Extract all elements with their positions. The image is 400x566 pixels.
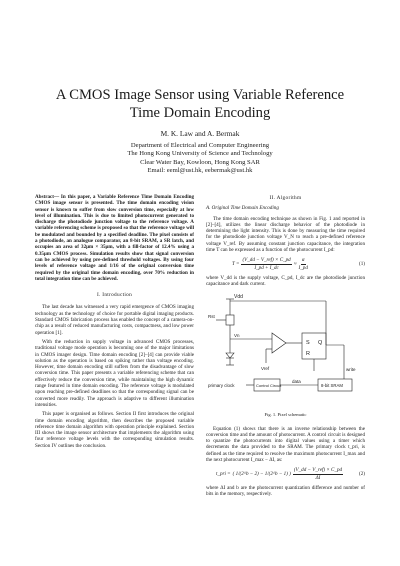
- pixel-schematic: [206, 291, 365, 415]
- affiliation-email: Email: eeml@ust.hk, eebermak@ust.hk: [147, 167, 253, 175]
- eq1-approx: ≈: [293, 261, 297, 268]
- right-column: [206, 194, 365, 498]
- author-names: M. K. Law and A. Bermak: [160, 129, 240, 138]
- label-vn: Vn: [234, 332, 240, 338]
- label-write: write: [346, 366, 356, 372]
- equation-number: (2): [359, 470, 365, 477]
- label-r: R: [306, 350, 310, 357]
- eq1-numerator-approx: α: [301, 257, 305, 264]
- label-data: data: [292, 378, 301, 384]
- label-control-circuit: Control Circuit: [256, 382, 282, 388]
- label-rst: Rst: [208, 313, 215, 319]
- eq2-bracket: ( 1/(2^b − 2) − 1/(2^b − 1) ): [232, 470, 291, 477]
- figure-1: [206, 288, 365, 420]
- body-paragraph: The last decade has witnessed a very rapid emergence of CMOS imaging technology as the technology of choice for portable digital imaging products. Standard CMOS fabrication process has enabled the concept of a camera-on-chip as a result of reduced manufacturing costs, compactness, and low power operation [1].: [35, 304, 194, 336]
- eq2-lhs: t_pri =: [216, 470, 231, 477]
- equation-2: [206, 467, 365, 481]
- affiliation-line: Clear Water Bay, Kowloon, Hong Kong SAR: [140, 158, 260, 166]
- label-vdd: Vdd: [234, 293, 243, 300]
- equation-1: [206, 257, 365, 271]
- left-column: [35, 194, 194, 449]
- eq2-numerator: (V_dd − V_ref) × C_pd: [293, 467, 343, 474]
- eq1-fraction: [241, 257, 291, 271]
- eq1-lhs: T =: [232, 261, 240, 268]
- affiliation-line: The Hong Kong University of Science and Technology: [127, 150, 273, 158]
- eq1-fraction-approx: [299, 257, 308, 271]
- label-q: Q: [318, 339, 323, 346]
- author-block: [40, 130, 360, 176]
- body-paragraph: where V_dd is the supply voltage, C_pd, I_dc are the photodiode junction capacitance and dark current.: [206, 274, 365, 288]
- eq1-denominator-approx: I_pd: [298, 264, 308, 271]
- body-paragraph: where ΔI and b are the photocurrent quantization difference and number of bits in the memory, respectively.: [206, 484, 365, 498]
- label-primary-clock: primary clock: [208, 382, 235, 388]
- body-paragraph: The time domain encoding technique as shown in Fig. 1 and reported in [2]–[4], utilizes the linear discharge behavior of the photodiode in determining the light intensity. This is done by measuring the time required for the photodiode junction voltage V_N to reach a pre-defined reference voltage V_ref. By assuming constant junction capacitance, the integration time T can be expressed as a function of the photocurrent I_pd:: [206, 215, 365, 254]
- label-vref: Vref: [261, 365, 270, 371]
- eq1-numerator: (V_dd − V_ref) × C_pd: [242, 257, 291, 264]
- eq2-fraction: [293, 467, 343, 481]
- section-heading: I. Introduction: [96, 292, 133, 299]
- body-paragraph: With the reduction in supply voltage in advanced CMOS processes, traditional voltage mode operation is becoming one of the major limitations in CMOS imager design. Time domain encoding [2]–[4] can provide viable solution as the operation is based on spiking rather than voltage encoding. However, time domain encoding still suffers from the disadvantage of slow conversion time. This paper presents a variable referencing scheme that can effectively reduce the conversion time, while maintaining the high dynamic range featured in time domain encoding. The reference voltage is modulated upon reaching pre-defined deadlines so that the corresponding signal can be converted more readily. The approach is adaptive to different illumination intensities.: [35, 338, 194, 408]
- body-paragraph: Equation (1) shows that there is an inverse relationship between the conversion time and the amount of photocurrent. A control circuit is designed to quantize the photocurrents into digital values using a timer which decrements the data provided to the SRAM. The primary clock t_pri, is defined as the time required to resolve the maximum photocurrent I_max and the next photocurrent I_max − ΔI, as:: [206, 425, 365, 464]
- label-s: S: [306, 339, 310, 346]
- section-heading: II. Algorithm: [269, 195, 302, 201]
- eq2-denominator: ΔI: [315, 474, 321, 481]
- body-paragraph: This paper is organised as follows. Section II first introduces the original time domain encoding algorithm, then describes the proposed variable reference time domain algorithm with operation principle explained. Section III shows the image sensor architecture that implements the algorithm using four reference voltage levels with the corresponding simulation results. Section IV outlines the conclusion.: [35, 411, 194, 449]
- eq1-denominator: I_pd + I_dc: [254, 264, 279, 271]
- paper-title: A CMOS Image Sensor using Variable Reference Time Domain Encoding: [55, 87, 345, 121]
- label-sram: 8-bit SRAM: [321, 382, 343, 388]
- affiliation-line: Department of Electrical and Computer Engineering: [130, 141, 270, 149]
- figure-caption: Fig. 1. Pixel schematic: [264, 411, 307, 417]
- equation-number: (1): [359, 261, 365, 268]
- abstract: Abstract— In this paper, a Variable Reference Time Domain Encoding CMOS image sensor is presented. The time domain encoding vision sensor is known to suffer from slow conversion time, especially at low level of illumination. This is due to limited photocurrent generated to discharge the photodiode junction voltage to the reference voltage. A variable referencing scheme is proposed so that the reference voltage will be modulated and bounded by a specified deadline. The pixel consists of a photodiode, an analogue comparator, an 8-bit SRAM, a SR latch, and occupies an area of 32μm × 35μm, with a fill-factor of 12.4% using a 0.35μm CMOS process. Simulation results show that signal conversion can be achieved by using pre-defined threshold voltages. By using four levels of reference voltage and 1/16 of the original conversion time required by the original time domain encoding, over 70% reduction in total integration time can be achieved.: [35, 194, 194, 282]
- subsection-heading: A. Original Time Domain Encoding: [206, 205, 279, 212]
